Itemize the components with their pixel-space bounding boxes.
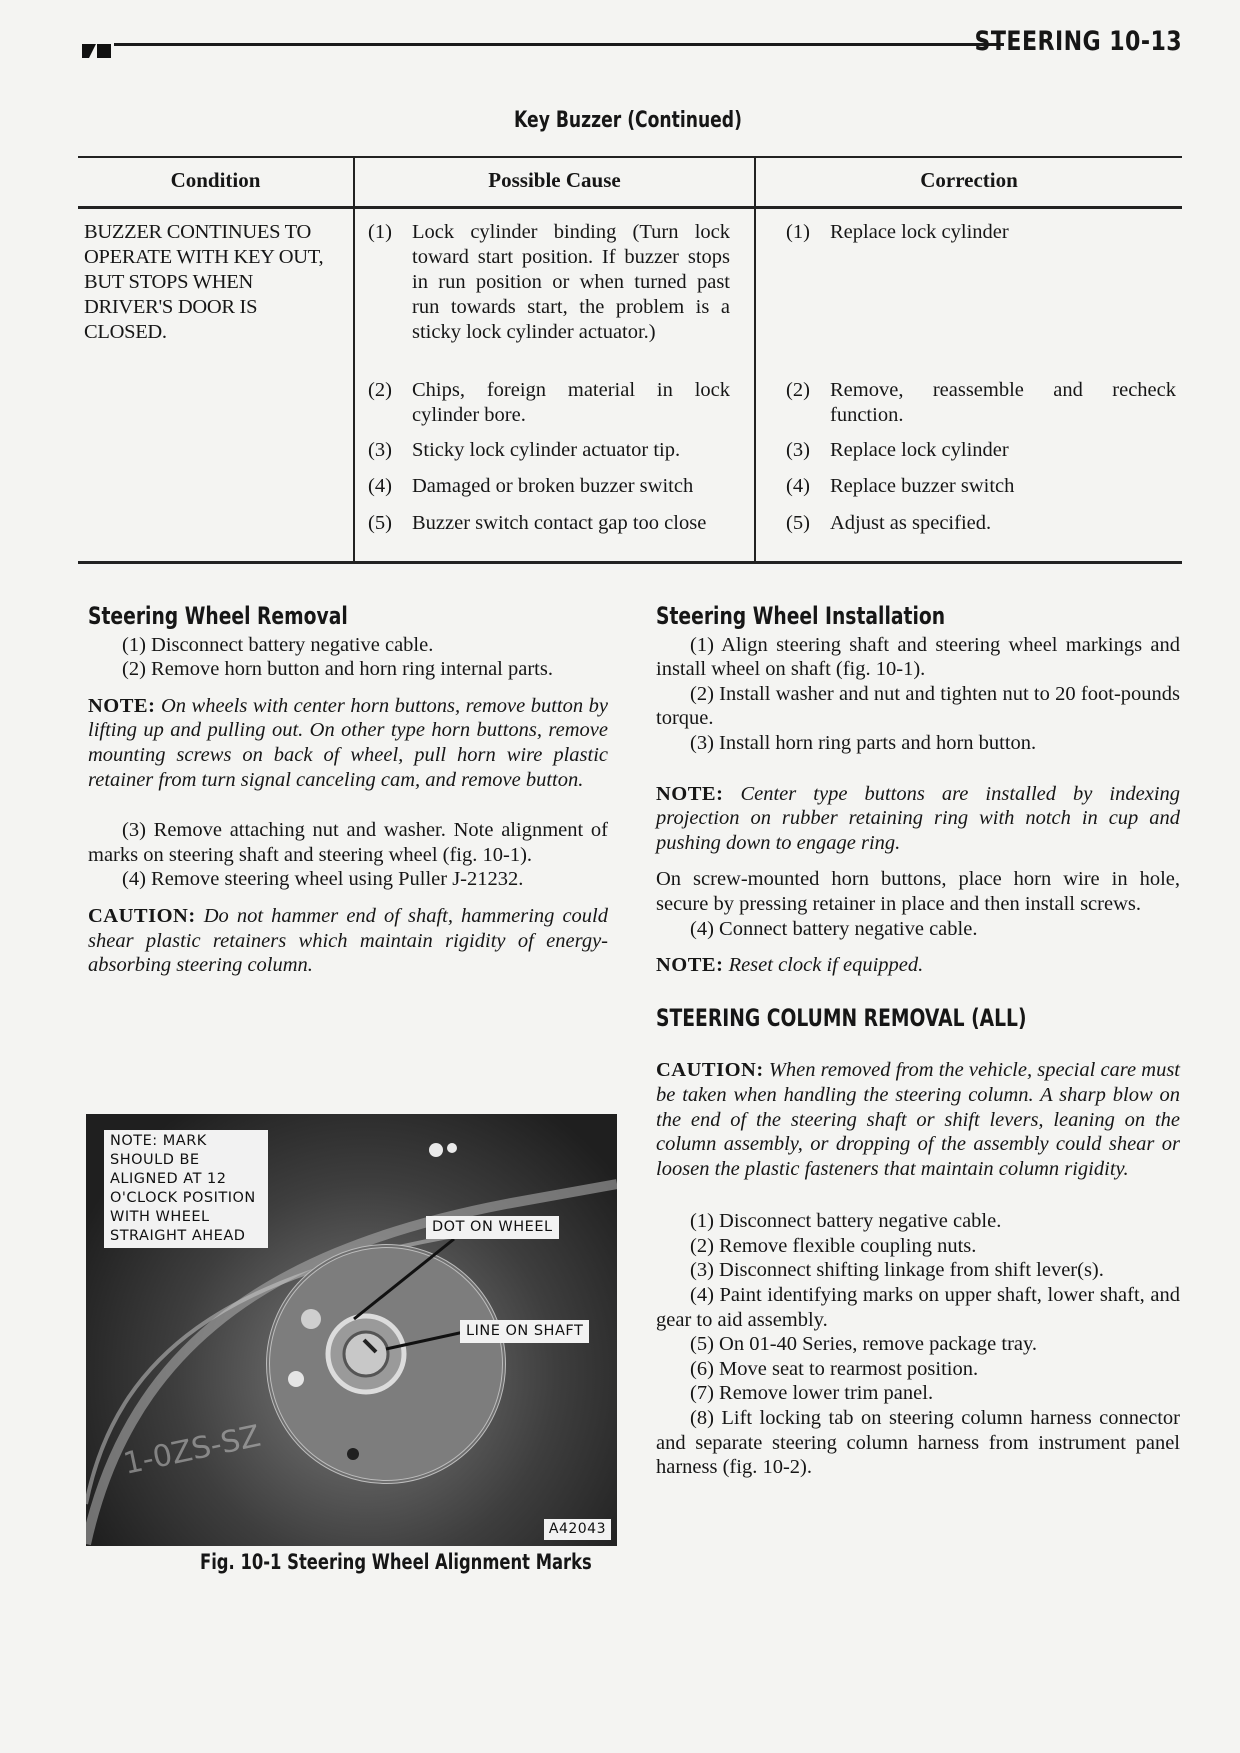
figure-caption: Fig. 10-1 Steering Wheel Alignment Marks xyxy=(200,1550,592,1574)
step-text: (2) Remove horn button and horn ring internal parts. xyxy=(122,658,553,681)
table-header-rule xyxy=(78,206,1182,209)
line-on-shaft-label: LINE ON SHAFT xyxy=(460,1320,589,1343)
header-condition: Condition xyxy=(170,168,261,192)
correction-item: (2) Remove, reassemble and recheck function. xyxy=(786,379,1176,426)
cause-item: (4) Damaged or broken buzzer switch xyxy=(368,475,694,497)
step-text: (4) Connect battery negative cable. xyxy=(690,917,978,940)
svg-text:1-0ZS-SZ: 1-0ZS-SZ xyxy=(120,1418,264,1482)
note-paragraph: NOTE: Center type buttons are installed by indexing projection on rubber retaining ring with notch in cup and pushing down to engage ring. xyxy=(656,782,1181,854)
page-header-title: STEERING 10-13 xyxy=(974,26,1182,57)
cause-item: (3) Sticky lock cylinder actuator tip. xyxy=(368,439,681,461)
cause-item: (5) Buzzer switch contact gap too close xyxy=(368,512,707,534)
correction-item: (1) Replace lock cylinder xyxy=(786,221,1009,243)
section-heading: STEERING COLUMN REMOVAL (ALL) xyxy=(656,1003,1027,1032)
step-text: (3) Remove attaching nut and washer. Note alignment of marks on steering shaft and steering wheel (fig. 10-1). xyxy=(88,819,608,866)
step-text: (3) Install horn ring parts and horn button. xyxy=(690,731,1037,754)
table-divider xyxy=(754,156,756,564)
condition-cell: BUZZER CONTINUES TO OPERATE WITH KEY OUT, BUT STOPS WHEN DRIVER'S DOOR IS CLOSED. xyxy=(84,221,324,343)
step-text: (2) Remove flexible coupling nuts. xyxy=(690,1234,977,1257)
chrysler-pentastar-logo xyxy=(82,40,112,58)
figure-code-label: A42043 xyxy=(544,1519,611,1540)
table-bottom-rule xyxy=(78,561,1182,564)
header-rule xyxy=(114,43,1004,46)
table-title: Key Buzzer (Continued) xyxy=(514,108,742,133)
cause-item: (2) Chips, foreign material in lock cylinder bore. xyxy=(368,379,730,426)
step-text: (6) Move seat to rearmost position. xyxy=(690,1357,979,1380)
steering-wheel-photo xyxy=(86,1114,617,1546)
step-text: (4) Remove steering wheel using Puller J-21232. xyxy=(122,868,524,891)
steering-wheel-installation-section xyxy=(656,604,1180,1480)
cause-item: (1) Lock cylinder binding (Turn lock toward start position. If buzzer stops in run position or when turned past run towards start, the problem is a sticky lock cylinder actuator.) xyxy=(368,221,730,343)
section-heading: Steering Wheel Installation xyxy=(656,602,946,630)
correction-item: (5) Adjust as specified. xyxy=(786,512,992,534)
table-divider xyxy=(353,156,355,564)
header-correction: Correction xyxy=(920,168,1018,192)
header-possible-cause: Possible Cause xyxy=(488,168,621,192)
note-paragraph: NOTE: On wheels with center horn buttons, remove button by lifting up and pulling out. On other type horn buttons, remove mounting screws on back of wheel, pull horn wire plastic retainer from turn signal canceling cam, and remove button. xyxy=(88,694,608,791)
section-heading: Steering Wheel Removal xyxy=(88,602,348,630)
step-text: (2) Install washer and nut and tighten nut to 20 foot-pounds torque. xyxy=(656,682,1180,730)
caution-paragraph: CAUTION: Do not hammer end of shaft, hammering could shear plastic retainers which maintain rigidity of energy-absorbing steering column. xyxy=(88,904,609,977)
steering-wheel-removal-section xyxy=(88,604,608,978)
figure-note-label: NOTE: MARK SHOULD BE ALIGNED AT 12 O'CLOCK POSITION WITH WHEEL STRAIGHT AHEAD xyxy=(104,1130,268,1248)
step-text: (1) Disconnect battery negative cable. xyxy=(122,633,434,656)
dot-on-wheel-label: DOT ON WHEEL xyxy=(426,1216,559,1239)
correction-item: (3) Replace lock cylinder xyxy=(786,439,1009,461)
step-text: (7) Remove lower trim panel. xyxy=(690,1382,934,1405)
step-text: (5) On 01-40 Series, remove package tray. xyxy=(690,1333,1038,1356)
table-top-rule xyxy=(78,156,1182,158)
step-text: (3) Disconnect shifting linkage from shift lever(s). xyxy=(690,1259,1104,1282)
body-paragraph: On screw-mounted horn buttons, place horn wire in hole, secure by pressing retainer in place and then install screws. xyxy=(656,868,1180,915)
correction-item: (4) Replace buzzer switch xyxy=(786,475,1015,497)
diagnosis-table xyxy=(78,156,1182,564)
step-text: (8) Lift locking tab on steering column harness connector and separate steering column harness from instrument panel harness (fig. 10-2). xyxy=(656,1407,1180,1479)
step-text: (4) Paint identifying marks on upper shaft, lower shaft, and gear to aid assembly. xyxy=(656,1284,1180,1331)
caution-paragraph: CAUTION: When removed from the vehicle, special care must be taken when handling the steering column. A sharp blow on the end of the steering shaft or shift levers, leaning on the column assembly, or dropping of the assembly could shear or loosen the plastic fasteners that maintain column rigidity. xyxy=(656,1059,1180,1180)
step-text: (1) Disconnect battery negative cable. xyxy=(690,1210,1002,1233)
step-text: (1) Align steering shaft and steering wheel markings and install wheel on shaft (fig. 10-1). xyxy=(656,633,1180,681)
note-paragraph: NOTE: Reset clock if equipped. xyxy=(656,954,924,977)
